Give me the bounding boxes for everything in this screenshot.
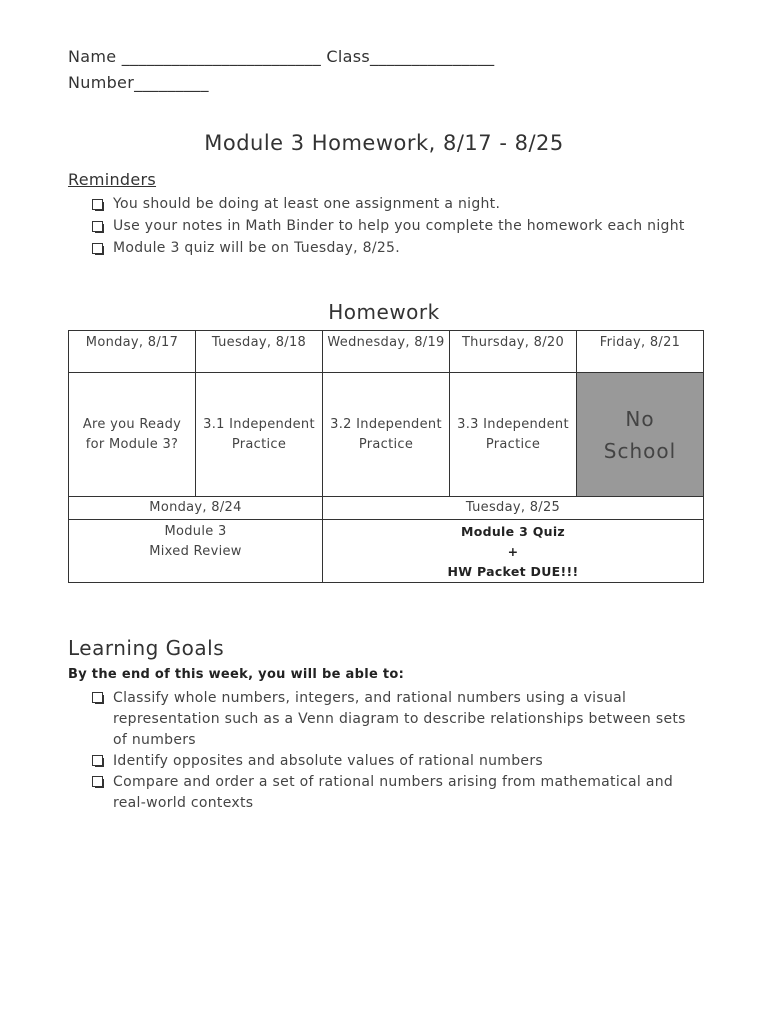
quiz-line1: Module 3 Quiz <box>460 524 566 539</box>
assignment-cell: 3.3 Independent Practice <box>450 373 577 497</box>
day-header: Monday, 8/24 <box>69 497 323 520</box>
checkbox-icon <box>92 776 103 787</box>
list-item <box>92 751 692 772</box>
checkbox-icon <box>92 221 103 232</box>
assignment-cell: 3.2 Independent Practice <box>323 373 450 497</box>
name-blank: ________________________ <box>121 47 321 66</box>
quiz-cell <box>323 520 704 583</box>
goal-text: Classify whole numbers, integers, and rational numbers using a visual representation such as a Venn diagram to describe relationships between sets of numbers <box>113 690 686 748</box>
no-school-line1: No <box>625 406 655 431</box>
class-label: Class <box>326 47 370 66</box>
day-header: Wednesday, 8/19 <box>323 331 450 373</box>
number-blank: _________ <box>134 73 209 92</box>
no-school-line2: School <box>603 438 677 463</box>
day-header: Friday, 8/21 <box>577 331 704 373</box>
checkbox-icon <box>92 243 103 254</box>
page-title: Module 3 Homework, 8/17 - 8/25 <box>204 131 564 155</box>
mixed-review-line2: Mixed Review <box>149 544 242 559</box>
list-item <box>92 772 692 814</box>
no-school-cell <box>577 373 704 497</box>
day-header: Thursday, 8/20 <box>450 331 577 373</box>
reminders-heading: Reminders <box>68 170 157 189</box>
day-header: Tuesday, 8/18 <box>196 331 323 373</box>
goal-text: Identify opposites and absolute values of rational numbers <box>113 753 543 769</box>
reminder-text: You should be doing at least one assignment a night. <box>113 196 501 212</box>
list-item <box>92 195 685 217</box>
reminder-text: Use your notes in Math Binder to help you complete the homework each night <box>113 218 685 234</box>
list-item <box>92 688 692 751</box>
number-label: Number <box>68 73 135 92</box>
mixed-review-line1: Module 3 <box>164 524 227 539</box>
quiz-line3: HW Packet DUE!!! <box>447 564 579 579</box>
class-blank: _______________ <box>369 47 495 66</box>
learning-goals-heading: Learning Goals <box>68 636 225 660</box>
checkbox-icon <box>92 199 103 210</box>
assignment-cell: 3.1 Independent Practice <box>196 373 323 497</box>
assignment-cell: Are you Ready for Module 3? <box>69 373 196 497</box>
list-item <box>92 217 685 239</box>
checkbox-icon <box>92 692 103 703</box>
list-item <box>92 239 685 261</box>
day-header: Monday, 8/17 <box>69 331 196 373</box>
assignment-cell <box>69 520 323 583</box>
checkbox-icon <box>92 755 103 766</box>
quiz-line2: + <box>507 544 519 559</box>
reminders-list <box>92 195 685 261</box>
reminder-text: Module 3 quiz will be on Tuesday, 8/25. <box>113 240 401 256</box>
number-line <box>68 73 209 92</box>
name-class-line <box>68 47 494 66</box>
learning-goals-list <box>92 688 692 814</box>
goal-text: Compare and order a set of rational numbers arising from mathematical and real-world contexts <box>113 774 674 811</box>
homework-heading: Homework <box>328 300 440 324</box>
name-label: Name <box>68 47 117 66</box>
day-header: Tuesday, 8/25 <box>323 497 704 520</box>
learning-goals-intro: By the end of this week, you will be able to: <box>68 667 405 682</box>
homework-table <box>68 330 704 583</box>
